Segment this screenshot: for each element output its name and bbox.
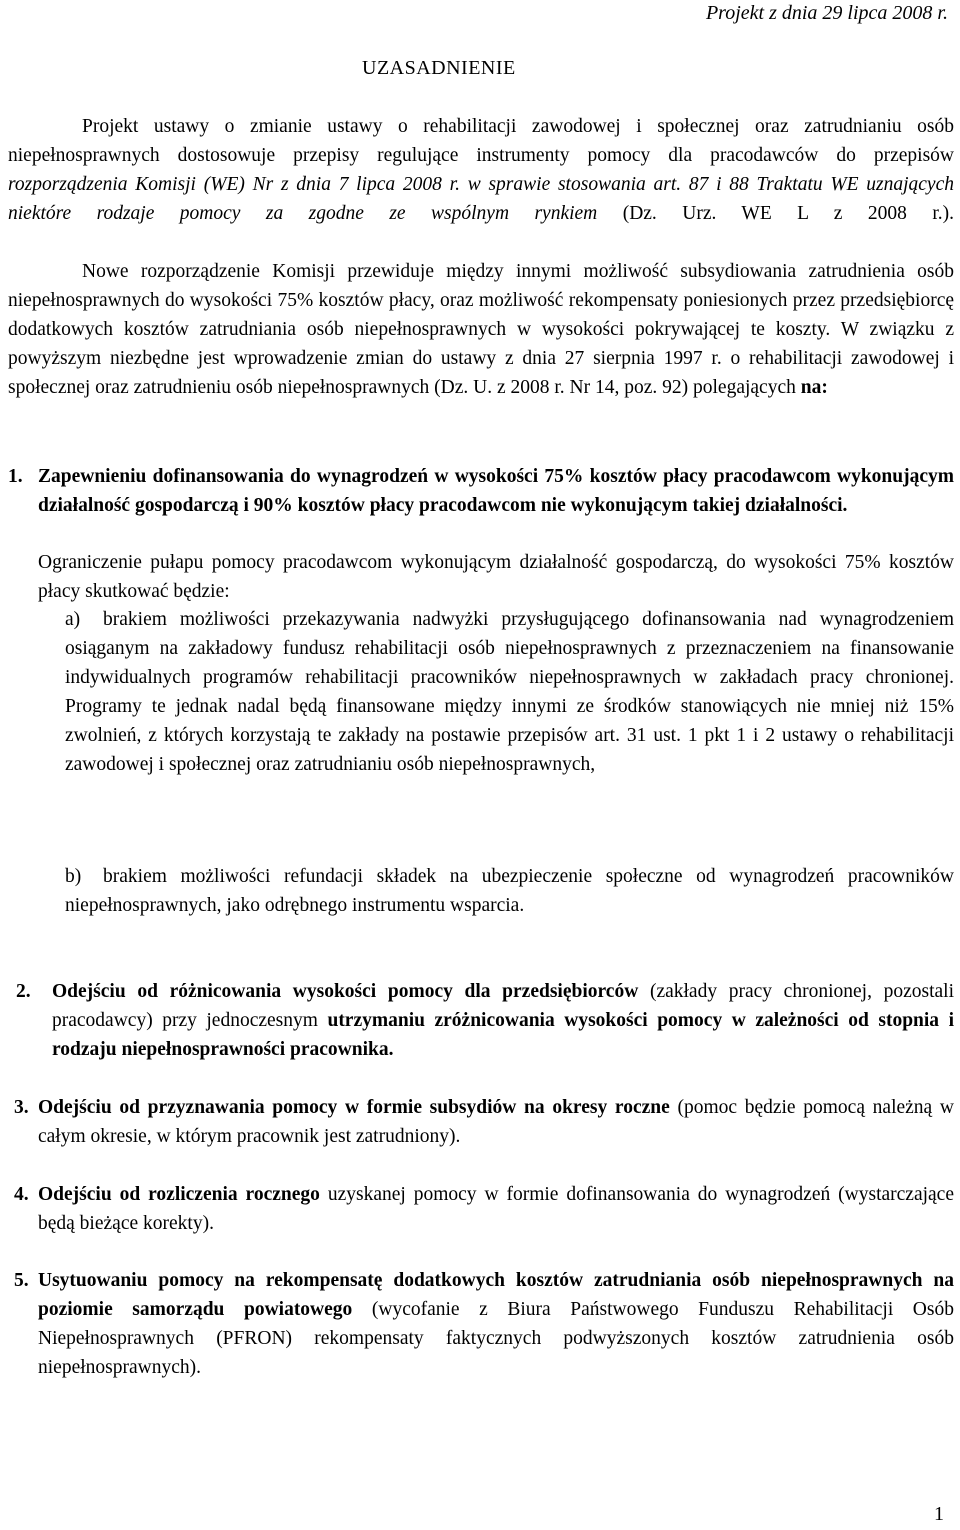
section-1-item-a: [65, 605, 954, 779]
item-b-text: b) brakiem możliwości refundacji składek na ubezpieczenie społeczne od wynagrodzeń pracowników niepełnosprawnych, jako odrębnego instrumentu wsparcia.: [65, 862, 954, 920]
section-1-item-b: [65, 862, 954, 920]
section-1: [8, 462, 954, 520]
section-2-text: Odejściu od różnicowania wysokości pomocy dla przedsiębiorców (zakłady pracy chronionej, pozostali pracodawcy) przy jednoczesnym utrzymaniu zróżnicowania wysokości pomocy w zależności od stopnia i rodzaju niepełnosprawności pracownika.: [52, 981, 954, 1060]
regulation-reference: rozporządzenia Komisji (WE) Nr z dnia 7 lipca 2008 r. w sprawie stosowania art. 87 i 88 Traktatu WE uznających niektóre rodzaje pomocy za zgodne ze wspólnym rynkiem: [8, 174, 954, 224]
section-2: [8, 977, 954, 1064]
section-5-text: Usytuowaniu pomocy na rekompensatę dodatkowych kosztów zatrudniania osób niepełnosprawnych na poziomie samorządu powiatowego (wycofanie z Biura Państwowego Funduszu Rehabilitacji Osób Niepełnosprawnych (PFRON) rekompensaty faktycznych podwyższonych kosztów zatrudnienia osób niepełnosprawnych).: [38, 1270, 954, 1378]
section-2-number: 2.: [16, 981, 31, 1002]
section-5: [8, 1266, 954, 1382]
justification-bold-end: na:: [800, 377, 828, 398]
justification-text: Nowe rozporządzenie Komisji przewiduje między innymi możliwość subsydiowania zatrudnienia osób niepełnosprawnych do wysokości 75% kosztów płacy, oraz możliwość rekompensaty poniesionych przez przedsiębiorcę dodatkowych kosztów zatrudniania osób niepełnosprawnych w wysokości pokrywającej te koszty. W związku z powyższym niezbędne jest wprowadzenie zmian do ustawy z dnia 27 sierpnia 1997 r. o rehabilitacji zawodowej i społecznej oraz zatrudnieniu osób niepełnosprawnych (Dz. U. z 2008 r. Nr 14, poz. 92) polegających: [8, 261, 954, 398]
item-a-text: a) brakiem możliwości przekazywania nadwyżki przysługującego dofinansowania nad wynagrodzeniem osiąganym na zakładowy fundusz rehabilitacji osób niepełnosprawnych z przeznaczeniem na finansowanie indywidualnych programów rehabilitacji pracowników niepełnosprawnych w zakładach pracy chronionej. Programy te jednak nadal będą finansowane między innymi ze środków stanowiących nie mniej niż 15% zwolnień, z których korzystają te zakłady na postawie przepisów art. 31 ust. 1 pkt 1 i 2 ustawy o rehabilitacji zawodowej i społecznej oraz zatrudnianiu osób niepełnosprawnych,: [65, 605, 954, 779]
section-4: [8, 1180, 954, 1238]
document-title: UZASADNIENIE: [362, 57, 516, 79]
page-number: 1: [934, 1503, 944, 1525]
section-3-text: Odejściu od przyznawania pomocy w formie subsydiów na okresy roczne (pomoc będzie pomocą należną w całym okresie, w którym pracownik jest zatrudniony).: [38, 1097, 954, 1147]
section-1-number: 1.: [8, 466, 23, 487]
justification-paragraph: [8, 257, 954, 402]
section-5-number: 5.: [14, 1270, 29, 1291]
section-1-heading: Zapewnieniu dofinansowania do wynagrodzeń w wysokości 75% kosztów płacy pracodawcom wykonującym działalność gospodarczą i 90% kosztów płacy pracodawcom nie wykonującym takiej działalności.: [38, 466, 954, 516]
section-1-limit-text: Ograniczenie pułapu pomocy pracodawcom wykonującym działalność gospodarczą, do wysokości 75% kosztów płacy skutkować będzie:: [38, 552, 954, 602]
intro-text-1: Projekt ustawy o zmianie ustawy o rehabilitacji zawodowej i społecznej oraz zatrudnianiu osób niepełnosprawnych dostosowuje przepisy regulujące instrumenty pomocy dla pracodawców do przepisów: [8, 116, 954, 166]
item-b-label: b): [65, 866, 82, 887]
project-date-header: Projekt z dnia 29 lipca 2008 r.: [705, 2, 948, 24]
intro-text-2: (Dz. Urz. WE L z 2008 r.).: [597, 203, 954, 224]
section-3: [8, 1093, 954, 1151]
item-a-label: a): [65, 609, 81, 630]
section-4-text: Odejściu od rozliczenia rocznego uzyskanej pomocy w formie dofinansowania do wynagrodzeń (wystarczające będą bieżące korekty).: [38, 1184, 954, 1234]
section-4-number: 4.: [14, 1184, 29, 1205]
section-3-number: 3.: [14, 1097, 29, 1118]
intro-paragraph: [8, 112, 954, 228]
